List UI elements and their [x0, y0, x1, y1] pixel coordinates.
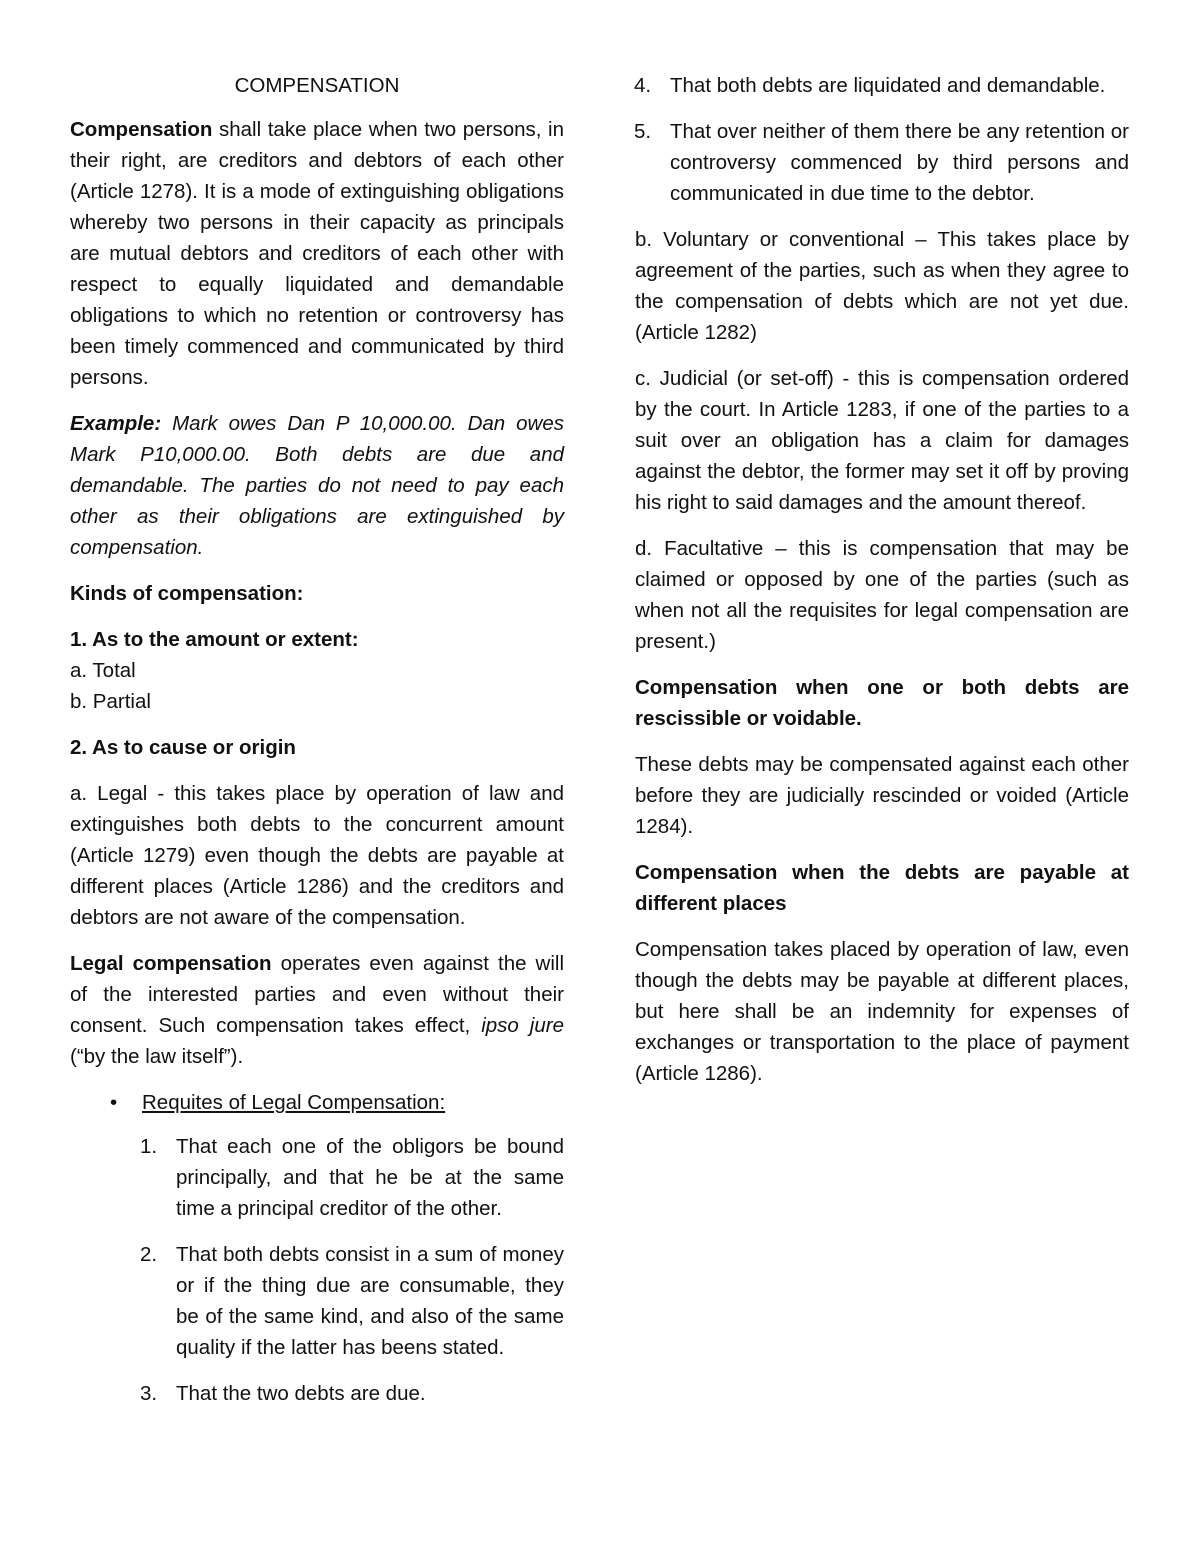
rescissible-paragraph: These debts may be compensated against each other before they are judicially rescinded or voided (Article 1284).: [635, 753, 1129, 838]
right-column: [635, 70, 1129, 1104]
voluntary-paragraph: b. Voluntary or conventional – This takes place by agreement of the parties, such as when they agree to the compensation of debts which are not yet due. (Article 1282): [635, 228, 1129, 344]
legal-compensation-paragraph: [70, 948, 564, 1072]
intro-term: Compensation: [70, 118, 213, 141]
example-paragraph: [70, 408, 564, 563]
amount-heading: 1. As to the amount or extent:: [70, 628, 359, 651]
list-item-text: That each one of the obligors be bound principally, and that he be at the same time a principal creditor of the other.: [176, 1135, 564, 1220]
list-item-text: That over neither of them there be any retention or controversy commenced by third persons and communicated in due time to the debtor.: [670, 120, 1129, 205]
legal-compensation-text: operates even against the will of the interested parties and even without their consent. Such compensation takes effect,: [70, 952, 564, 1037]
amount-partial: b. Partial: [70, 690, 151, 713]
places-paragraph: Compensation takes placed by operation of law, even though the debts may be payable at different places, but here shall be an indemnity for expenses of exchanges or transportation to the place of payment (Article 1286).: [635, 938, 1129, 1085]
requisites-bullet: [70, 1087, 564, 1118]
latin-term: ipso jure: [481, 1014, 564, 1037]
list-item: [564, 70, 1129, 101]
list-item: [564, 116, 1129, 209]
requisites-heading: Requites of Legal Compensation:: [142, 1091, 446, 1114]
requisites-list-part-1: [70, 1131, 564, 1409]
rescissible-heading: Compensation when one or both debts are rescissible or voidable.: [635, 676, 1129, 730]
cause-heading: 2. As to cause or origin: [70, 736, 296, 759]
legal-compensation-term: Legal compensation: [70, 952, 272, 975]
kinds-heading: Kinds of compensation:: [70, 582, 304, 605]
list-item-text: That both debts are liquidated and demandable.: [670, 74, 1106, 97]
bullet-icon: •: [110, 1091, 118, 1114]
list-item-text: That the two debts are due.: [176, 1382, 426, 1405]
facultative-paragraph: d. Facultative – this is compensation that may be claimed or opposed by one of the parties (such as when not all the requisites for legal compensation are present.): [635, 537, 1129, 653]
page-title: COMPENSATION: [234, 74, 400, 97]
intro-text: shall take place when two persons, in their right, are creditors and debtors of each other (Article 1278). It is a mode of extinguishing obligations whereby two persons in their capacity as principals are mutual debtors and creditors of each other with respect to equally liquidated and demandable obligations to which no retention or controversy has been timely commenced and communicated by third persons.: [70, 118, 564, 389]
list-item: [70, 1239, 564, 1363]
list-item-number: 1.: [140, 1135, 158, 1158]
intro-paragraph: [70, 114, 564, 393]
example-text: Mark owes Dan P 10,000.00. Dan owes Mark P10,000.00. Both debts are due and demandable. The parties do not need to pay each other as their obligations are extinguished by compensation.: [70, 412, 564, 559]
legal-paragraph: a. Legal - this takes place by operation of law and extinguishes both debts to the concurrent amount (Article 1279) even though the debts are payable at different places (Article 1286) and the creditors and debtors are not aware of the compensation.: [70, 782, 564, 929]
amount-total: a. Total: [70, 659, 136, 682]
list-item: [70, 1131, 564, 1224]
left-column: [70, 70, 564, 1424]
list-item-number: 4.: [634, 74, 652, 97]
list-item-number: 5.: [634, 120, 652, 143]
places-heading: Compensation when the debts are payable at different places: [635, 861, 1129, 915]
requisites-list-part-2: [564, 70, 1129, 209]
list-item-number: 2.: [140, 1243, 158, 1266]
list-item-text: That both debts consist in a sum of money or if the thing due are consumable, they be of the same kind, and also of the same quality if the latter has beens stated.: [176, 1243, 564, 1359]
legal-compensation-text-end: (“by the law itself”).: [70, 1045, 244, 1068]
list-item-number: 3.: [140, 1382, 158, 1405]
judicial-paragraph: c. Judicial (or set-off) - this is compensation ordered by the court. In Article 1283, if one of the parties to a suit over an obligation has a claim for damages against the debtor, the former may set it off by proving his right to said damages and the amount thereof.: [635, 367, 1129, 514]
list-item: [70, 1378, 564, 1409]
example-label: Example:: [70, 412, 162, 435]
